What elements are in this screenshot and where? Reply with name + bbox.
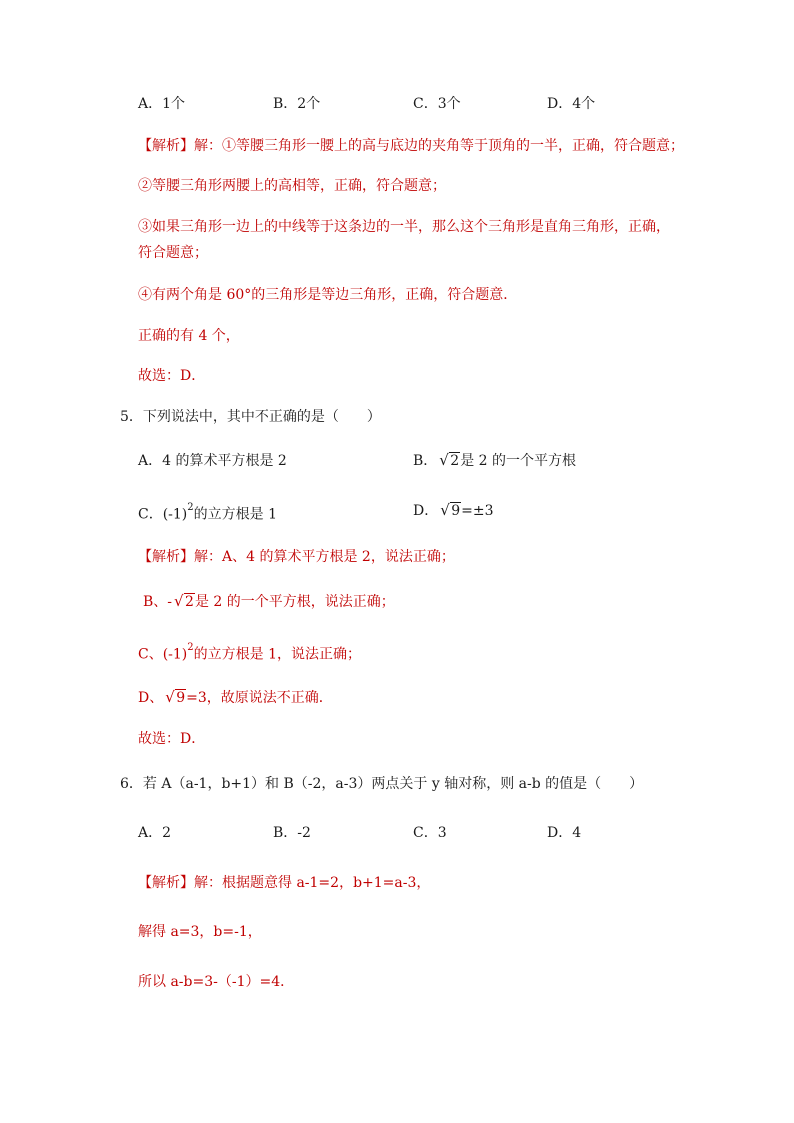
q4-analysis-line-7: 故选：D． [138, 368, 206, 384]
q5-analysis-line-1 [138, 547, 455, 567]
q6-option-d: D．4 [547, 825, 582, 841]
q5-an2-prefix: B、- [143, 594, 173, 610]
q4-analysis-line-5: ④有两个角是 60°的三角形是等边三角形，正确，符合题意． [138, 287, 518, 303]
q6-analysis-text-1: 解：根据题意得 a-1=2，b+1=a-3， [194, 875, 431, 891]
q5-option-c-suffix: 的立方根是 1 [193, 506, 278, 523]
q5-an2-radicand: 2 [185, 594, 194, 610]
q5-option-b-suffix: 是 2 的一个平方根 [460, 453, 577, 469]
sqrt-sign: √ 9 [440, 501, 461, 519]
q5-option-d-suffix: =±3 [461, 503, 494, 519]
q5-analysis-tag: 【解析】 [138, 549, 194, 565]
q6-option-c: C．3 [413, 825, 447, 841]
q4-analysis-tag: 【解析】 [138, 138, 194, 154]
q6-stem: 6．若 A（a-1，b+1）和 B（-2，a-3）两点关于 y 轴对称，则 a-b 的值是（ ） [120, 776, 644, 792]
q5-an4-radicand: 9 [176, 690, 186, 706]
q5-an4-prefix: D、 [138, 690, 164, 706]
q5-option-b-prefix: B． [413, 453, 438, 469]
q5-analysis-line-5: 故选：D． [138, 731, 206, 747]
q5-option-d-prefix: D． [413, 503, 439, 519]
q5-an4-suffix: =3，故原说法不正确． [186, 690, 333, 706]
sqrt-sign: √ 2 [439, 451, 460, 469]
q5-option-b-radicand: 2 [450, 453, 460, 469]
q4-analysis-text-1: 解：①等腰三角形一腰上的高与底边的夹角等于顶角的一半，正确，符合题意； [194, 138, 684, 154]
q6-analysis-line-3: 所以 a-b=3-（-1）=4． [138, 974, 295, 990]
q6-analysis-line-2: 解得 a=3，b=-1， [138, 924, 262, 940]
q5-option-c [138, 501, 277, 525]
q4-option-b: B．2个 [273, 96, 321, 112]
q5-an3-suffix: 的立方根是 1，说法正确； [193, 646, 362, 663]
q5-option-b [413, 451, 576, 471]
q5-option-d-radicand: 9 [451, 503, 461, 519]
q5-option-a: A．4 的算术平方根是 2 [138, 453, 287, 469]
q5-option-c-exponent: 2 [187, 502, 194, 513]
q5-analysis-text-1: 解：A、4 的算术平方根是 2，说法正确； [194, 549, 455, 565]
sqrt-sign: √ 9 [165, 688, 186, 706]
q5-analysis-line-4 [138, 688, 333, 708]
q4-analysis-line-6: 正确的有 4 个， [138, 328, 240, 344]
q5-option-d [413, 501, 494, 521]
q5-option-c-prefix: C．(-1) [138, 506, 188, 523]
q5-an3-exponent: 2 [187, 642, 194, 653]
q6-analysis-line-1 [138, 873, 430, 893]
q5-stem: 5．下列说法中，其中不正确的是（ ） [120, 409, 381, 425]
q5-analysis-line-2 [143, 592, 395, 612]
q4-analysis-line-4: 符合题意； [138, 245, 208, 261]
q6-analysis-tag: 【解析】 [138, 875, 194, 891]
q4-analysis-line-1 [138, 136, 684, 156]
sqrt-sign: √ 2 [174, 592, 194, 610]
q4-option-a: A．1个 [138, 96, 186, 112]
q4-option-c: C．3个 [413, 96, 461, 112]
q4-option-d: D．4个 [547, 96, 596, 112]
q6-option-a: A．2 [138, 825, 172, 841]
q4-analysis-line-2: ②等腰三角形两腰上的高相等，正确，符合题意； [138, 178, 446, 194]
q5-analysis-line-3 [138, 641, 361, 665]
q5-an3-prefix: C、(-1) [138, 646, 188, 663]
q6-option-b: B．-2 [273, 825, 311, 841]
q4-analysis-line-3: ③如果三角形一边上的中线等于这条边的一半，那么这个三角形是直角三角形，正确， [138, 219, 670, 235]
q5-an2-suffix: 是 2 的一个平方根，说法正确； [194, 594, 395, 610]
